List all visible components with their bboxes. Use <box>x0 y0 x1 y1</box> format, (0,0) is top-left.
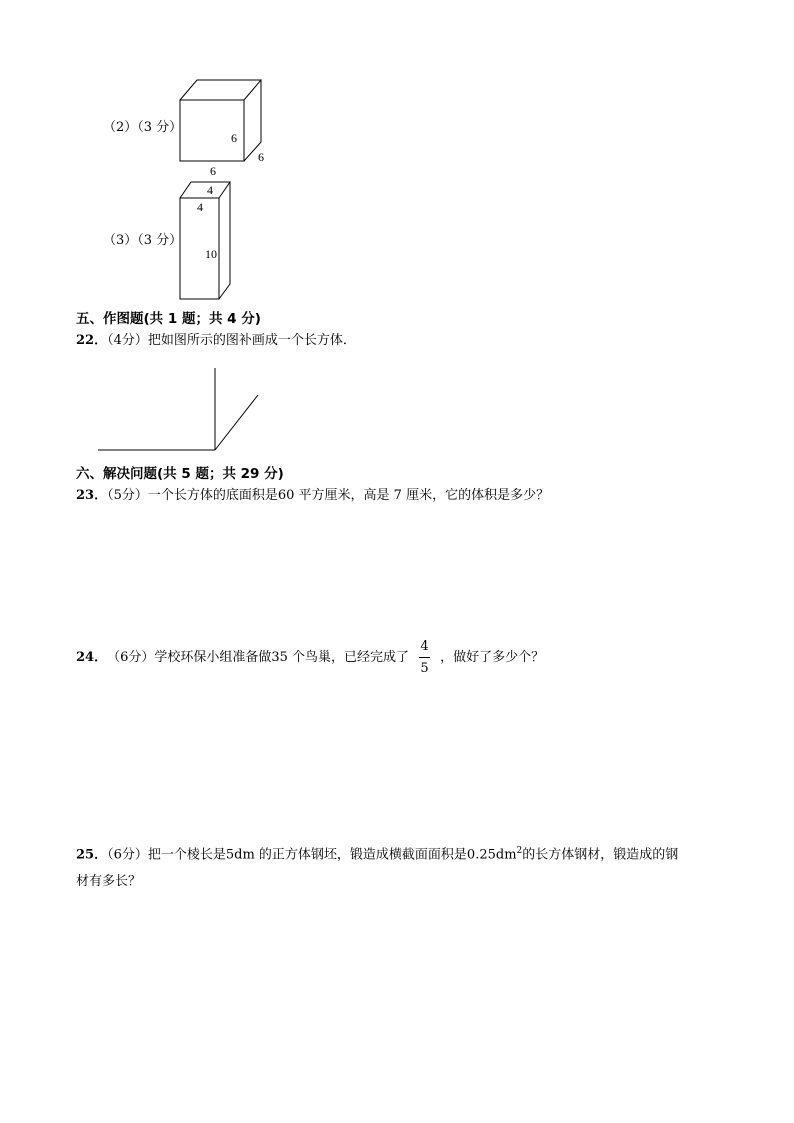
question-22-points: （4分） <box>107 333 148 348</box>
prism-height-dim: 10 <box>205 247 217 261</box>
question-24-text-after: ，做好了多少个？ <box>440 649 545 665</box>
prism-top-dim: 4 <box>207 183 213 197</box>
question-25-text-b: 的长方体钢材，锻造成的钢 <box>522 847 679 863</box>
figure-2-label: （2）（3 分） <box>103 120 183 135</box>
fraction-numerator: 4 <box>420 639 429 654</box>
question-24 <box>76 639 544 676</box>
question-24-number: 24． <box>76 649 108 665</box>
fraction-four-fifths <box>419 639 430 676</box>
cube-side-dim: 6 <box>258 150 264 164</box>
prism-front-top-dim: 4 <box>197 200 203 214</box>
question-22-number: 22． <box>76 333 108 348</box>
cube-bottom-dim: 6 <box>210 164 216 178</box>
question-23-number: 23． <box>76 488 108 503</box>
question-24-text-before: 学校环保小组准备做35 个鸟巢，已经完成了 <box>154 649 410 665</box>
figure-3-label: （3）（3 分） <box>103 233 183 248</box>
question-25-number: 25． <box>76 847 108 863</box>
section-6-heading: 六、解决问题(共 5 题；共 29 分) <box>76 466 284 482</box>
question-23-text: 一个长方体的底面积是60 平方厘米，高是 7 厘米，它的体积是多少？ <box>147 488 550 503</box>
superscript-two: 2 <box>516 846 523 856</box>
q22-drawing <box>0 0 794 460</box>
question-22-text: 把如图所示的图补画成一个长方体． <box>147 333 356 348</box>
question-25-text-a: 把一个棱长是5dm 的正方体钢坯，锻造成横截面面积是0.25dm <box>147 847 517 863</box>
question-25-line-2: 材有多长？ <box>76 874 142 889</box>
question-23 <box>76 488 549 504</box>
question-25-points: （6分） <box>107 847 148 863</box>
question-24-points: （6分） <box>107 649 155 665</box>
fraction-bar <box>419 657 430 658</box>
q22-depth-line <box>215 395 258 450</box>
cube-front-dim: 6 <box>231 131 237 145</box>
question-25-line-1 <box>76 843 678 863</box>
section-5-heading: 五、作图题(共 1 题；共 4 分) <box>76 311 261 327</box>
fraction-denominator: 5 <box>420 661 429 676</box>
question-23-points: （5分） <box>107 488 148 503</box>
